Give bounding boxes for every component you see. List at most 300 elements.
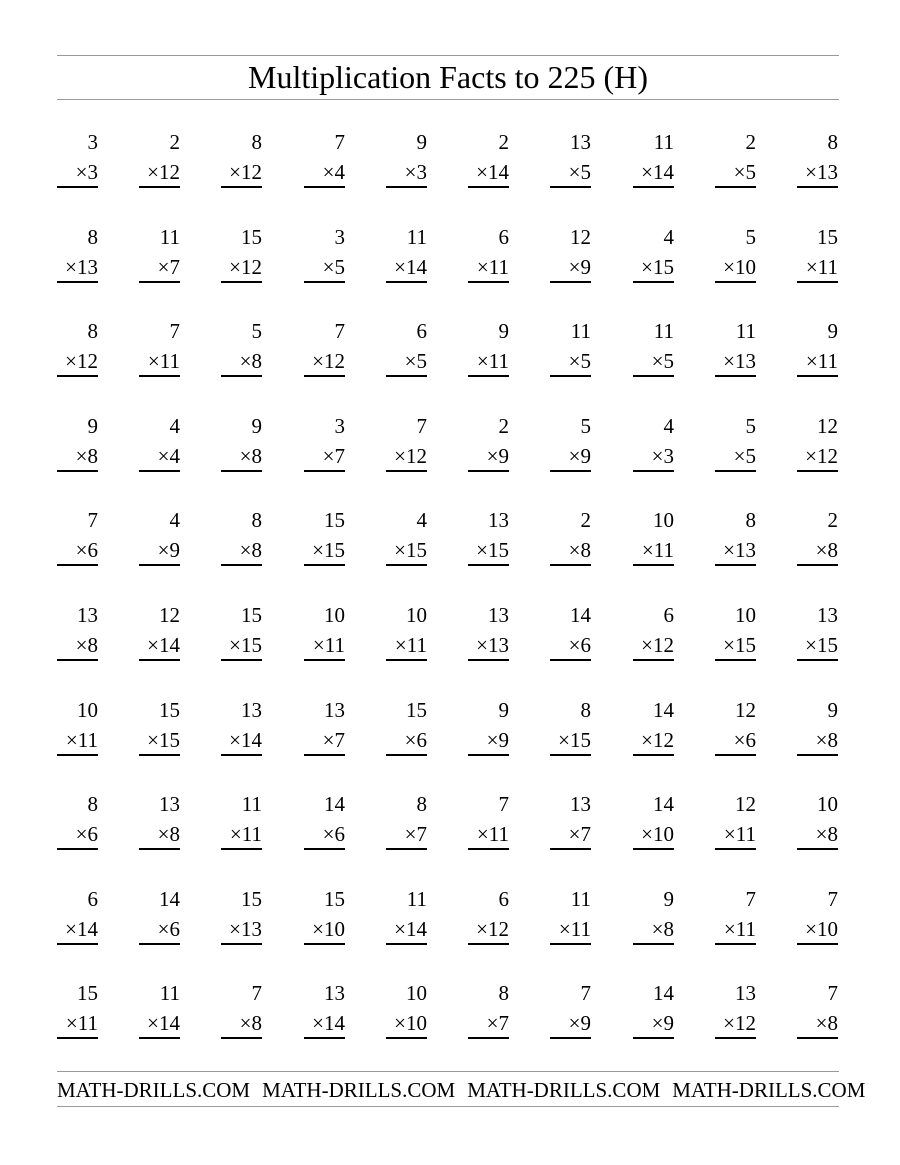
multiplicand: 13 — [77, 603, 98, 627]
multiplicand: 9 — [663, 887, 674, 911]
multiplier: ×9 — [568, 255, 591, 279]
answer-line — [550, 943, 591, 945]
multiplicand: 8 — [827, 130, 838, 154]
answer-line — [550, 564, 591, 566]
answer-line — [797, 564, 838, 566]
multiplication-problem — [304, 223, 345, 283]
multiplicand: 6 — [87, 887, 98, 911]
multiplicand: 15 — [241, 225, 262, 249]
multiplicand: 8 — [87, 792, 98, 816]
multiplicand: 15 — [324, 887, 345, 911]
answer-line — [386, 186, 427, 188]
multiplier: ×11 — [476, 349, 509, 373]
multiplicand: 9 — [87, 414, 98, 438]
multiplication-problem — [715, 696, 756, 756]
multiplier: ×9 — [486, 728, 509, 752]
multiplier: ×8 — [239, 1011, 262, 1035]
multiplicand: 10 — [324, 603, 345, 627]
answer-line — [633, 564, 674, 566]
multiplication-problem — [633, 979, 674, 1039]
multiplication-problem — [715, 223, 756, 283]
multiplier: ×6 — [75, 538, 98, 562]
problem-row — [57, 601, 839, 681]
multiplier: ×15 — [394, 538, 427, 562]
footer-text: MATH-DRILLS.COM — [672, 1078, 866, 1102]
multiplication-problem — [386, 979, 427, 1039]
answer-line — [633, 375, 674, 377]
multiplicand: 14 — [159, 887, 180, 911]
answer-line — [57, 943, 98, 945]
multiplicand: 11 — [735, 319, 756, 343]
footer-text: MATH-DRILLS.COM — [57, 1078, 251, 1102]
multiplication-problem — [715, 128, 756, 188]
multiplicand: 5 — [251, 319, 262, 343]
multiplicand: 7 — [334, 130, 345, 154]
answer-line — [221, 470, 262, 472]
multiplier: ×12 — [229, 160, 262, 184]
multiplier: ×3 — [75, 160, 98, 184]
multiplicand: 9 — [251, 414, 262, 438]
answer-line — [304, 943, 345, 945]
multiplication-problem — [386, 506, 427, 566]
multiplicand: 11 — [570, 887, 591, 911]
footer-bottom-rule — [57, 1106, 839, 1107]
multiplication-problem — [550, 790, 591, 850]
multiplicand: 6 — [498, 225, 509, 249]
multiplier: ×14 — [476, 160, 509, 184]
multiplicand: 7 — [169, 319, 180, 343]
multiplicand: 14 — [653, 981, 674, 1005]
multiplier: ×6 — [75, 822, 98, 846]
multiplicand: 10 — [406, 603, 427, 627]
answer-line — [304, 281, 345, 283]
answer-line — [386, 1037, 427, 1039]
answer-line — [715, 564, 756, 566]
multiplication-problem — [633, 601, 674, 661]
answer-line — [304, 1037, 345, 1039]
multiplier: ×11 — [65, 1011, 98, 1035]
multiplier: ×11 — [805, 349, 838, 373]
footer-top-rule — [57, 1071, 839, 1072]
multiplicand: 2 — [827, 508, 838, 532]
multiplier: ×9 — [157, 538, 180, 562]
multiplier: ×8 — [815, 1011, 838, 1035]
answer-line — [633, 1037, 674, 1039]
multiplication-problem — [468, 696, 509, 756]
multiplicand: 7 — [827, 981, 838, 1005]
multiplication-problem — [386, 601, 427, 661]
multiplicand: 7 — [416, 414, 427, 438]
multiplier: ×6 — [404, 728, 427, 752]
multiplier: ×11 — [229, 822, 262, 846]
multiplication-problem — [550, 601, 591, 661]
answer-line — [386, 848, 427, 850]
answer-line — [57, 186, 98, 188]
multiplicand: 15 — [77, 981, 98, 1005]
answer-line — [57, 848, 98, 850]
multiplication-problem — [304, 506, 345, 566]
multiplication-problem — [468, 506, 509, 566]
answer-line — [633, 659, 674, 661]
multiplication-problem — [715, 979, 756, 1039]
multiplication-problem — [633, 223, 674, 283]
multiplier: ×13 — [65, 255, 98, 279]
multiplier: ×5 — [568, 349, 591, 373]
multiplicand: 9 — [498, 319, 509, 343]
problem-row — [57, 128, 839, 208]
footer-text: MATH-DRILLS.COM — [262, 1078, 456, 1102]
multiplier: ×13 — [476, 633, 509, 657]
answer-line — [715, 186, 756, 188]
answer-line — [468, 564, 509, 566]
multiplication-problem — [221, 601, 262, 661]
answer-line — [797, 470, 838, 472]
multiplier: ×3 — [651, 444, 674, 468]
multiplicand: 13 — [324, 698, 345, 722]
multiplication-problem — [304, 128, 345, 188]
multiplication-problem — [550, 223, 591, 283]
multiplicand: 2 — [498, 414, 509, 438]
problem-row — [57, 979, 839, 1059]
multiplication-problem — [304, 696, 345, 756]
multiplicand: 14 — [570, 603, 591, 627]
multiplicand: 12 — [735, 698, 756, 722]
multiplication-problem — [633, 412, 674, 472]
multiplier: ×11 — [394, 633, 427, 657]
answer-line — [633, 281, 674, 283]
multiplier: ×8 — [157, 822, 180, 846]
answer-line — [468, 659, 509, 661]
multiplication-problem — [57, 128, 98, 188]
multiplication-problem — [221, 885, 262, 945]
multiplicand: 8 — [498, 981, 509, 1005]
multiplier: ×12 — [147, 160, 180, 184]
multiplication-problem — [139, 885, 180, 945]
multiplication-problem — [797, 601, 838, 661]
multiplicand: 7 — [827, 887, 838, 911]
multiplier: ×15 — [312, 538, 345, 562]
answer-line — [715, 281, 756, 283]
multiplicand: 13 — [324, 981, 345, 1005]
answer-line — [633, 186, 674, 188]
multiplier: ×14 — [229, 728, 262, 752]
multiplicand: 5 — [580, 414, 591, 438]
multiplier: ×11 — [723, 822, 756, 846]
multiplicand: 8 — [580, 698, 591, 722]
multiplication-problem — [715, 601, 756, 661]
multiplication-problem — [304, 979, 345, 1039]
multiplication-problem — [139, 128, 180, 188]
worksheet-title: Multiplication Facts to 225 (H) — [248, 59, 648, 95]
multiplicand: 3 — [334, 414, 345, 438]
multiplicand: 11 — [570, 319, 591, 343]
answer-line — [550, 659, 591, 661]
multiplication-problem — [304, 317, 345, 377]
answer-line — [221, 1037, 262, 1039]
problem-row — [57, 317, 839, 397]
multiplier: ×10 — [641, 822, 674, 846]
multiplicand: 11 — [406, 887, 427, 911]
multiplier: ×12 — [65, 349, 98, 373]
multiplicand: 15 — [817, 225, 838, 249]
multiplication-problem — [221, 223, 262, 283]
multiplier: ×15 — [641, 255, 674, 279]
multiplication-problem — [221, 317, 262, 377]
answer-line — [468, 470, 509, 472]
multiplier: ×5 — [733, 444, 756, 468]
multiplication-problem — [386, 223, 427, 283]
multiplicand: 8 — [87, 225, 98, 249]
multiplicand: 9 — [827, 319, 838, 343]
answer-line — [386, 564, 427, 566]
multiplicand: 13 — [735, 981, 756, 1005]
answer-line — [304, 564, 345, 566]
answer-line — [633, 943, 674, 945]
multiplier: ×12 — [805, 444, 838, 468]
multiplication-problem — [57, 317, 98, 377]
problem-row — [57, 223, 839, 303]
multiplier: ×15 — [147, 728, 180, 752]
multiplication-problem — [386, 696, 427, 756]
answer-line — [139, 281, 180, 283]
multiplicand: 15 — [324, 508, 345, 532]
multiplication-problem — [304, 601, 345, 661]
multiplication-problem — [797, 979, 838, 1039]
worksheet-page — [57, 0, 866, 1165]
answer-line — [221, 754, 262, 756]
answer-line — [57, 470, 98, 472]
answer-line — [139, 470, 180, 472]
multiplier: ×8 — [239, 538, 262, 562]
multiplier: ×5 — [651, 349, 674, 373]
answer-line — [139, 1037, 180, 1039]
multiplier: ×13 — [229, 917, 262, 941]
multiplier: ×12 — [312, 349, 345, 373]
multiplier: ×11 — [312, 633, 345, 657]
multiplier: ×14 — [65, 917, 98, 941]
multiplication-problem — [304, 412, 345, 472]
answer-line — [633, 470, 674, 472]
answer-line — [304, 659, 345, 661]
multiplier: ×6 — [568, 633, 591, 657]
multiplier: ×7 — [568, 822, 591, 846]
answer-line — [57, 1037, 98, 1039]
multiplication-problem — [386, 412, 427, 472]
footer-watermark — [57, 1076, 866, 1104]
multiplier: ×5 — [322, 255, 345, 279]
multiplicand: 14 — [653, 698, 674, 722]
multiplication-problem — [139, 790, 180, 850]
multiplicand: 10 — [817, 792, 838, 816]
answer-line — [797, 186, 838, 188]
multiplicand: 13 — [241, 698, 262, 722]
multiplication-problem — [550, 979, 591, 1039]
multiplier: ×4 — [157, 444, 180, 468]
multiplier: ×11 — [65, 728, 98, 752]
footer-text: MATH-DRILLS.COM — [467, 1078, 661, 1102]
multiplier: ×15 — [723, 633, 756, 657]
answer-line — [386, 754, 427, 756]
answer-line — [715, 943, 756, 945]
answer-line — [797, 375, 838, 377]
multiplication-problem — [550, 506, 591, 566]
multiplication-problem — [468, 317, 509, 377]
multiplicand: 11 — [653, 130, 674, 154]
answer-line — [139, 754, 180, 756]
multiplication-problem — [468, 412, 509, 472]
answer-line — [715, 754, 756, 756]
multiplication-problem — [221, 979, 262, 1039]
multiplier: ×12 — [641, 728, 674, 752]
multiplicand: 13 — [570, 130, 591, 154]
multiplier: ×8 — [75, 444, 98, 468]
multiplier: ×7 — [404, 822, 427, 846]
multiplier: ×14 — [641, 160, 674, 184]
multiplicand: 13 — [488, 508, 509, 532]
multiplication-problem — [797, 506, 838, 566]
multiplier: ×8 — [568, 538, 591, 562]
multiplicand: 7 — [87, 508, 98, 532]
answer-line — [139, 375, 180, 377]
multiplier: ×12 — [641, 633, 674, 657]
answer-line — [57, 564, 98, 566]
multiplication-problem — [468, 885, 509, 945]
multiplier: ×11 — [147, 349, 180, 373]
multiplicand: 8 — [251, 130, 262, 154]
multiplication-problem — [304, 885, 345, 945]
multiplicand: 4 — [169, 414, 180, 438]
multiplication-problem — [550, 696, 591, 756]
multiplication-problem — [139, 223, 180, 283]
multiplicand: 10 — [77, 698, 98, 722]
answer-line — [550, 1037, 591, 1039]
multiplication-problem — [797, 696, 838, 756]
multiplication-problem — [550, 885, 591, 945]
answer-line — [797, 659, 838, 661]
multiplication-problem — [221, 696, 262, 756]
problem-row — [57, 885, 839, 965]
multiplier: ×6 — [733, 728, 756, 752]
multiplier: ×9 — [651, 1011, 674, 1035]
multiplier: ×15 — [229, 633, 262, 657]
multiplicand: 14 — [324, 792, 345, 816]
multiplication-problem — [468, 223, 509, 283]
answer-line — [550, 848, 591, 850]
answer-line — [468, 186, 509, 188]
multiplicand: 12 — [735, 792, 756, 816]
answer-line — [57, 659, 98, 661]
multiplier: ×9 — [486, 444, 509, 468]
answer-line — [139, 848, 180, 850]
answer-line — [304, 470, 345, 472]
answer-line — [386, 943, 427, 945]
answer-line — [57, 281, 98, 283]
multiplier: ×8 — [651, 917, 674, 941]
multiplication-problem — [139, 601, 180, 661]
answer-line — [715, 1037, 756, 1039]
answer-line — [797, 281, 838, 283]
multiplier: ×7 — [322, 444, 345, 468]
multiplier: ×10 — [312, 917, 345, 941]
multiplicand: 2 — [169, 130, 180, 154]
answer-line — [57, 375, 98, 377]
multiplier: ×13 — [723, 538, 756, 562]
problem-row — [57, 506, 839, 586]
multiplication-problem — [468, 128, 509, 188]
multiplier: ×10 — [723, 255, 756, 279]
answer-line — [304, 754, 345, 756]
multiplication-problem — [57, 885, 98, 945]
multiplicand: 15 — [159, 698, 180, 722]
multiplier: ×12 — [476, 917, 509, 941]
multiplication-problem — [57, 979, 98, 1039]
multiplicand: 11 — [241, 792, 262, 816]
multiplier: ×6 — [157, 917, 180, 941]
multiplicand: 13 — [159, 792, 180, 816]
problem-row — [57, 790, 839, 870]
multiplicand: 7 — [251, 981, 262, 1005]
multiplicand: 13 — [488, 603, 509, 627]
multiplicand: 9 — [827, 698, 838, 722]
answer-line — [221, 943, 262, 945]
multiplication-problem — [797, 128, 838, 188]
multiplicand: 9 — [416, 130, 427, 154]
multiplication-problem — [468, 979, 509, 1039]
answer-line — [221, 564, 262, 566]
multiplier: ×8 — [75, 633, 98, 657]
multiplier: ×11 — [476, 255, 509, 279]
multiplier: ×9 — [568, 1011, 591, 1035]
answer-line — [797, 754, 838, 756]
multiplication-problem — [57, 790, 98, 850]
multiplicand: 4 — [663, 414, 674, 438]
multiplier: ×12 — [723, 1011, 756, 1035]
answer-line — [715, 375, 756, 377]
answer-line — [304, 375, 345, 377]
answer-line — [633, 848, 674, 850]
multiplicand: 8 — [87, 319, 98, 343]
multiplier: ×8 — [239, 444, 262, 468]
multiplication-problem — [715, 506, 756, 566]
multiplier: ×8 — [815, 728, 838, 752]
answer-line — [797, 848, 838, 850]
multiplicand: 15 — [406, 698, 427, 722]
multiplication-problem — [221, 128, 262, 188]
multiplicand: 2 — [580, 508, 591, 532]
answer-line — [139, 186, 180, 188]
multiplicand: 12 — [817, 414, 838, 438]
answer-line — [221, 659, 262, 661]
answer-line — [633, 754, 674, 756]
multiplier: ×13 — [723, 349, 756, 373]
answer-line — [468, 375, 509, 377]
multiplier: ×8 — [815, 538, 838, 562]
multiplier: ×5 — [404, 349, 427, 373]
multiplicand: 11 — [159, 981, 180, 1005]
answer-line — [304, 186, 345, 188]
multiplicand: 4 — [416, 508, 427, 532]
multiplicand: 5 — [745, 225, 756, 249]
multiplicand: 15 — [241, 887, 262, 911]
multiplication-problem — [57, 696, 98, 756]
multiplication-problem — [139, 979, 180, 1039]
multiplicand: 8 — [251, 508, 262, 532]
multiplier: ×10 — [394, 1011, 427, 1035]
multiplier: ×7 — [486, 1011, 509, 1035]
multiplication-problem — [633, 885, 674, 945]
multiplication-problem — [797, 412, 838, 472]
multiplicand: 11 — [653, 319, 674, 343]
